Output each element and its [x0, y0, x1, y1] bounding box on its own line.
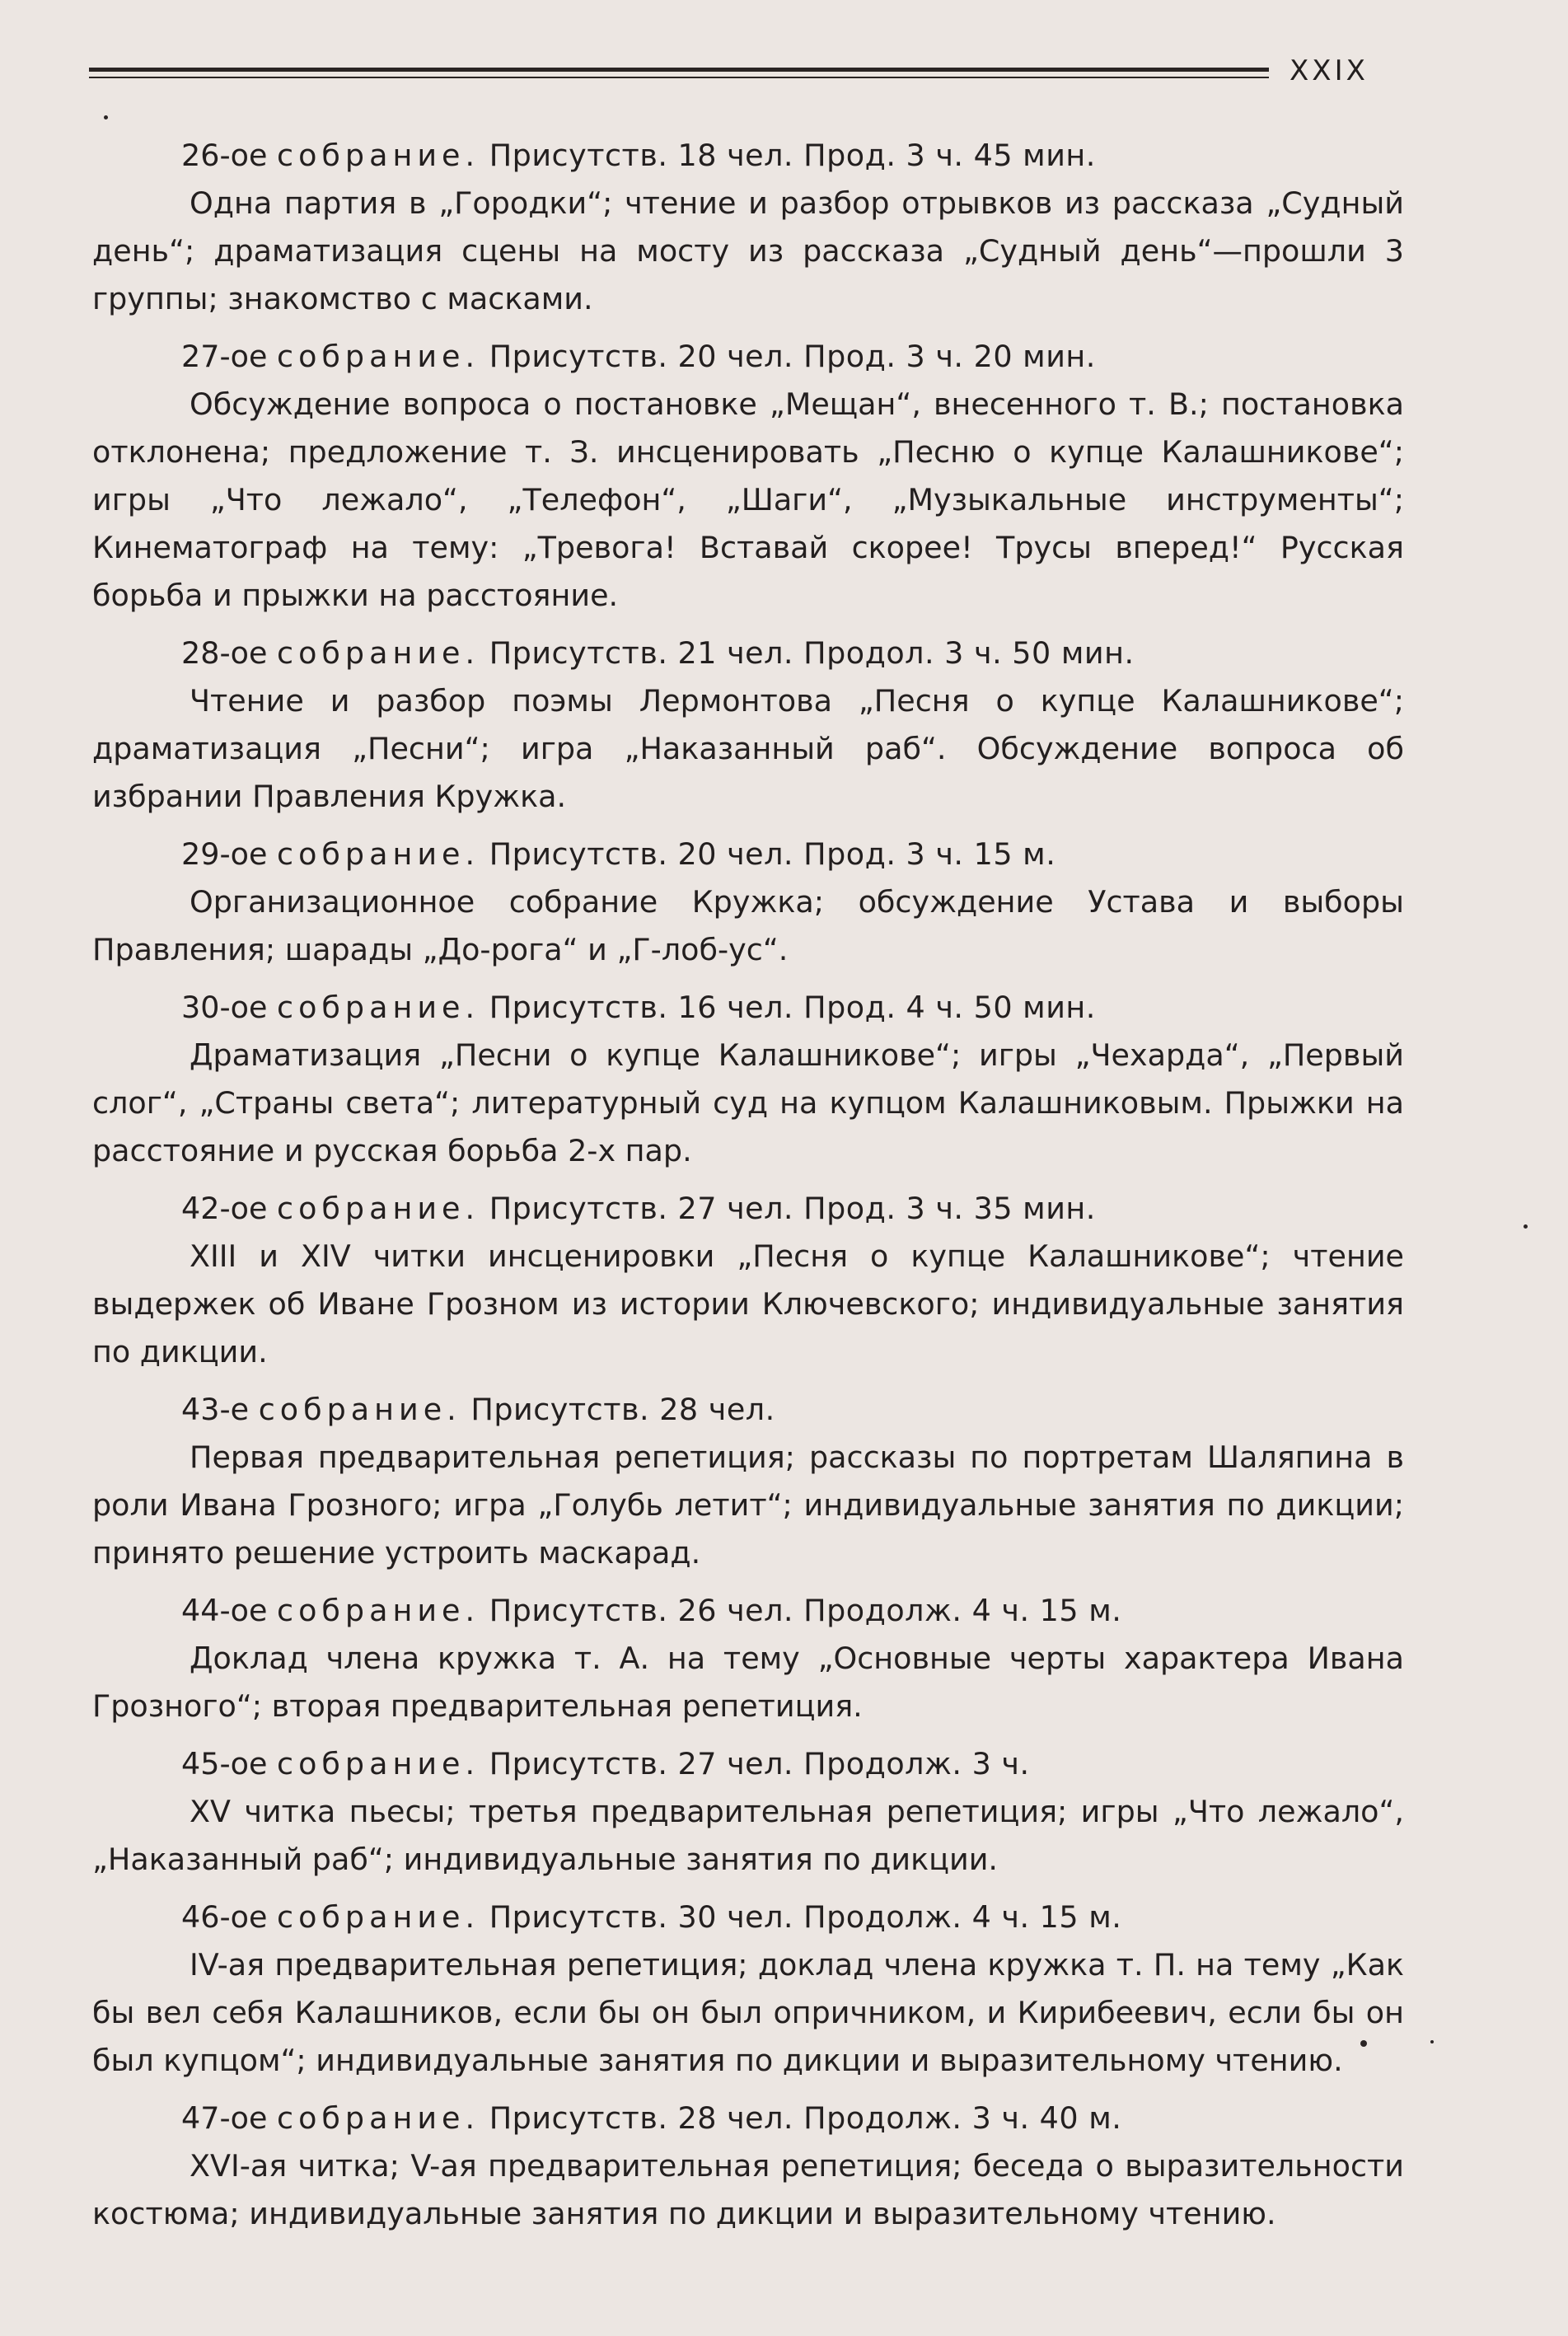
meeting-entry [92, 1185, 1404, 1376]
entry-label: собрание. [277, 635, 480, 671]
entry-text: XIII и XIV читки инсценировки „Песня о купце Калашникове“; чтение выдержек об Иване Грозном из истории Ключевского; индивидуальные занятия по дикции. [92, 1238, 1404, 1369]
entry-meta: Присутств. 16 чел. Прод. 4 ч. 50 мин. [489, 990, 1096, 1025]
meeting-entry [92, 1894, 1404, 2085]
entry-meta: Присутств. 20 чел. Прод. 3 ч. 20 мин. [489, 339, 1096, 374]
entry-text: XVI-ая читка; V-ая предварительная репетиция; беседа о выразительности костюма; индивидуальные занятия по дикции и выразительному чтению. [92, 2148, 1404, 2231]
entry-heading [92, 1894, 1404, 1941]
entry-heading [92, 333, 1404, 381]
entry-label: собрание. [277, 339, 480, 374]
meeting-entry [92, 630, 1404, 821]
entry-number: 28-ое [181, 635, 268, 671]
entry-heading [92, 1587, 1404, 1635]
entry-label: собрание. [277, 1191, 480, 1226]
entry-number: 30-ое [181, 990, 268, 1025]
entry-meta: Присутств. 28 чел. Продолж. 3 ч. 40 м. [489, 2100, 1122, 2136]
entry-heading [92, 1185, 1404, 1233]
meeting-entry [92, 2095, 1404, 2238]
entry-text: Драматизация „Песни о купце Калашникове“; игры „Чехарда“, „Первый слог“, „Страны света“; литературный суд на купцом Калашниковым. Прыжки на расстояние и русская борьба 2-х пар. [92, 1037, 1404, 1168]
entry-label: собрание. [277, 1593, 480, 1628]
meeting-entry [92, 1587, 1404, 1730]
entry-label: собрание. [277, 2100, 480, 2136]
entry-heading [92, 2095, 1404, 2142]
entry-heading [92, 630, 1404, 677]
entry-heading [92, 132, 1404, 180]
entry-number: 45-ое [181, 1746, 268, 1781]
entry-text: Обсуждение вопроса о постановке „Мещан“, внесенного т. В.; постановка отклонена; предложение т. З. инсценировать „Песню о купце Калашникове“; игры „Что лежало“, „Телефон“, „Шаги“, „Музыкальные инструменты“; Кинематограф на тему: „Тревога! Вставай скорее! Трусы вперед!“ Русская борьба и прыжки на расстояние. [92, 386, 1404, 613]
print-speck [1430, 2040, 1434, 2043]
entry-meta: Присутств. 20 чел. Прод. 3 ч. 15 м. [489, 836, 1056, 872]
entry-label: собрание. [277, 138, 480, 173]
entry-text: Доклад члена кружка т. А. на тему „Основные черты характера Ивана Грозного“; вторая предварительная репетиция. [92, 1641, 1404, 1724]
entry-text: XV читка пьесы; третья предварительная репетиция; игры „Что лежало“, „Наказанный раб“; индивидуальные занятия по дикции. [92, 1794, 1404, 1877]
entry-label: собрание. [277, 1746, 480, 1781]
entry-heading [92, 831, 1404, 878]
entry-label: собрание. [258, 1392, 461, 1427]
entry-meta: Присутств. 26 чел. Продолж. 4 ч. 15 м. [489, 1593, 1122, 1628]
meeting-log [92, 132, 1404, 2248]
entry-heading [92, 1386, 1404, 1434]
meeting-entry [92, 831, 1404, 974]
entry-heading [92, 1740, 1404, 1788]
entry-meta: Присутств. 28 чел. [470, 1392, 775, 1427]
entry-meta: Присутств. 27 чел. Прод. 3 ч. 35 мин. [489, 1191, 1096, 1226]
header-rule-thin [89, 77, 1269, 78]
entry-text: IV-ая предварительная репетиция; доклад члена кружка т. П. на тему „Как бы вел себя Калашников, если бы он был опричником, и Кирибеевич, если бы он был купцом“; индивидуальные занятия по дикции и выразительному чтению. [92, 1947, 1404, 2078]
entry-number: 47-ое [181, 2100, 268, 2136]
header-rule [89, 64, 1269, 82]
entry-text: Первая предварительная репетиция; рассказы по портретам Шаляпина в роли Ивана Грозного; игра „Голубь летит“; индивидуальные занятия по дикции; принято решение устроить маскарад. [92, 1440, 1404, 1571]
entry-label: собрание. [277, 990, 480, 1025]
entry-text: Организационное собрание Кружка; обсуждение Устава и выборы Правления; шарады „До-рога“ и „Г-лоб-ус“. [92, 884, 1404, 967]
entry-number: 46-ое [181, 1899, 268, 1935]
entry-heading [92, 984, 1404, 1032]
entry-text: Одна партия в „Городки“; чтение и разбор отрывков из рассказа „Судный день“; драматизация сцены на мосту из рассказа „Судный день“—прошли 3 группы; знакомство с масками. [92, 185, 1404, 316]
print-speck [1360, 2040, 1367, 2047]
entry-number: 43-е [181, 1392, 250, 1427]
entry-meta: Присутств. 21 чел. Продол. 3 ч. 50 мин. [489, 635, 1135, 671]
entry-meta: Присутств. 30 чел. Продолж. 4 ч. 15 м. [489, 1899, 1122, 1935]
meeting-entry [92, 1386, 1404, 1577]
entry-text: Чтение и разбор поэмы Лермонтова „Песня о купце Калашникове“; драматизация „Песни“; игра „Наказанный раб“. Обсуждение вопроса об избрании Правления Кружка. [92, 683, 1404, 814]
meeting-entry [92, 333, 1404, 620]
meeting-entry [92, 984, 1404, 1175]
meeting-entry [92, 1740, 1404, 1884]
entry-label: собрание. [277, 1899, 480, 1935]
entry-number: 27-ое [181, 339, 268, 374]
meeting-entry [92, 132, 1404, 323]
entry-number: 29-ое [181, 836, 268, 872]
entry-number: 42-ое [181, 1191, 268, 1226]
entry-meta: Присутств. 18 чел. Прод. 3 ч. 45 мин. [489, 138, 1096, 173]
print-speck [104, 115, 108, 119]
entry-meta: Присутств. 27 чел. Продолж. 3 ч. [489, 1746, 1030, 1781]
page-number: XXIX [1290, 54, 1369, 87]
header-rule-thick [89, 68, 1269, 72]
entry-number: 44-ое [181, 1593, 268, 1628]
print-speck [1524, 1224, 1528, 1229]
entry-number: 26-ое [181, 138, 268, 173]
entry-label: собрание. [277, 836, 480, 872]
